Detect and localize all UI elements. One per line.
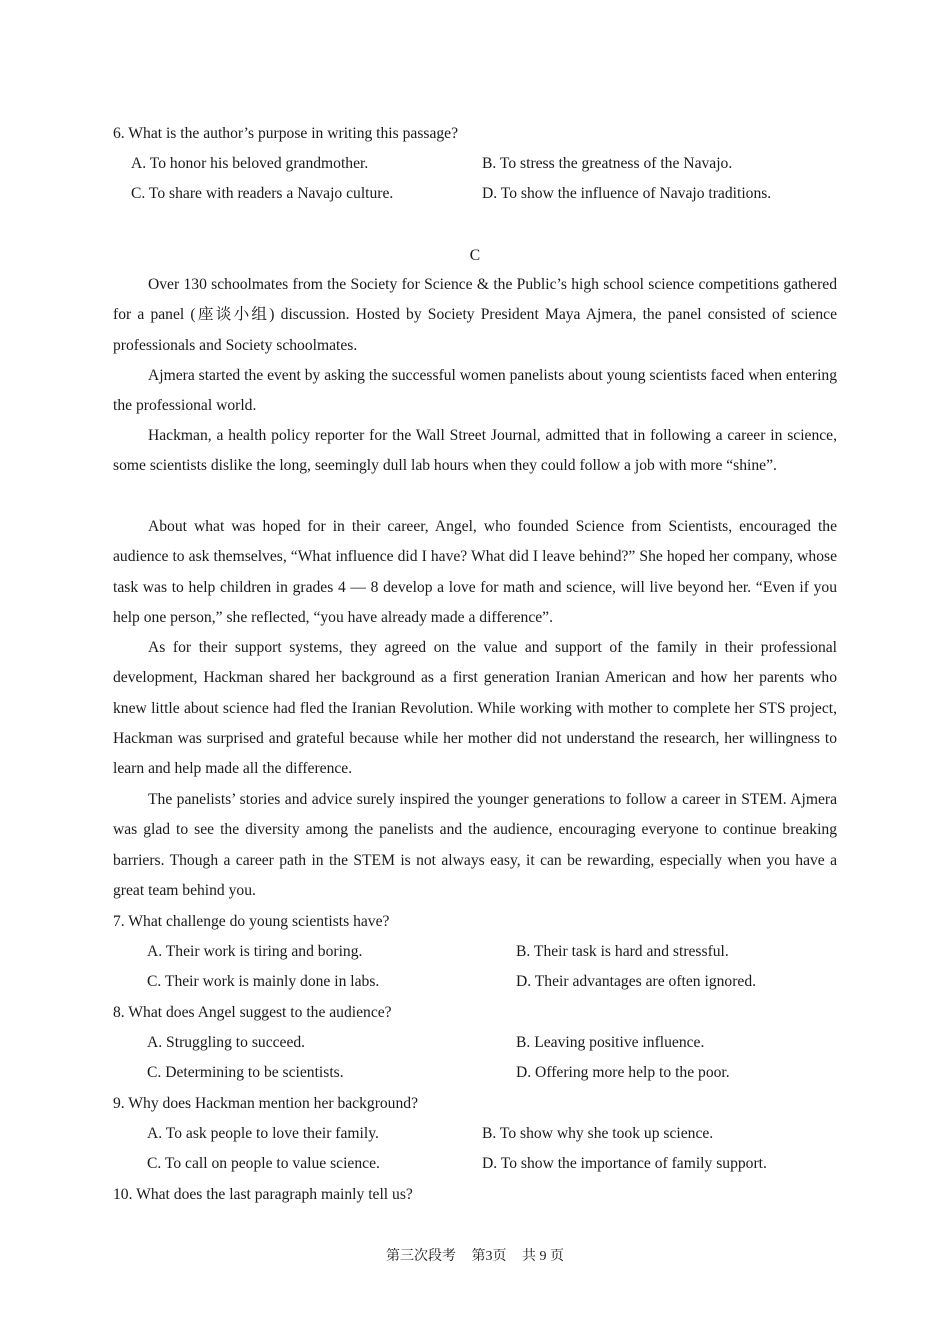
- q8-option-b: B. Leaving positive influence.: [516, 1034, 705, 1051]
- q6-option-a: A. To honor his beloved grandmother.: [131, 155, 369, 172]
- passage-paragraph-5: As for their support systems, they agreed on the value and support of the family in their professional development, Hackman shared her background as a first generation Iranian American and how her parents who knew little about science had fled the Iranian Revolution. While working with mother to complete her STS project, Hackman was surprised and grateful because while her mother did not understand the research, her willingness to learn and help made all the difference.: [113, 639, 837, 778]
- q7-option-a: A. Their work is tiring and boring.: [147, 943, 363, 960]
- passage-paragraph-2: Ajmera started the event by asking the successful women panelists about young scientists faced when entering the professional world.: [113, 367, 837, 415]
- q7-option-b: B. Their task is hard and stressful.: [516, 943, 729, 960]
- passage-paragraph-3: Hackman, a health policy reporter for the Wall Street Journal, admitted that in following a career in science, some scientists dislike the long, seemingly dull lab hours when they could follow a job with more “shine”.: [113, 427, 837, 475]
- q6-option-b: B. To stress the greatness of the Navajo.: [482, 155, 733, 172]
- q6-option-d: D. To show the influence of Navajo traditions.: [482, 185, 772, 202]
- q6-option-c: C. To share with readers a Navajo culture.: [131, 185, 394, 202]
- question-6: 6. What is the author’s purpose in writing this passage?: [113, 125, 459, 142]
- section-heading: C: [469, 247, 481, 264]
- q7-option-c: C. Their work is mainly done in labs.: [147, 973, 380, 990]
- passage-paragraph-1: Over 130 schoolmates from the Society for Science & the Public’s high school science competitions gathered for a panel (座谈小组) discussion. Hosted by Society President Maya Ajmera, the panel consisted of science professionals and Society schoolmates.: [113, 276, 837, 354]
- question-10: 10. What does the last paragraph mainly tell us?: [113, 1186, 413, 1203]
- footer-exam-name: 第三次段考: [386, 1249, 456, 1264]
- q9-option-b: B. To show why she took up science.: [482, 1125, 714, 1142]
- passage-paragraph-4: About what was hoped for in their career, Angel, who founded Science from Scientists, encouraged the audience to ask themselves, “What influence did I have? What did I leave behind?” She hoped her company, whose task was to help children in grades 4 — 8 develop a love for math and science, will live beyond her. “Even if you help one person,” she reflected, “you have already made a difference”.: [113, 518, 837, 626]
- question-8: 8. What does Angel suggest to the audience?: [113, 1004, 392, 1021]
- q8-option-d: D. Offering more help to the poor.: [516, 1064, 730, 1081]
- q8-option-c: C. Determining to be scientists.: [147, 1064, 344, 1081]
- q9-option-c: C. To call on people to value science.: [147, 1155, 380, 1172]
- passage-paragraph-6: The panelists’ stories and advice surely inspired the younger generations to follow a career in STEM. Ajmera was glad to see the diversity among the panelists and the audience, encouraging everyone to continue breaking barriers. Though a career path in the STEM is not always easy, it can be rewarding, especially when you have a great team behind you.: [113, 791, 837, 899]
- q8-option-a: A. Struggling to succeed.: [147, 1034, 306, 1051]
- question-9: 9. Why does Hackman mention her background?: [113, 1095, 418, 1112]
- footer-page-number: 第3页: [471, 1249, 507, 1264]
- q9-option-d: D. To show the importance of family support.: [482, 1155, 767, 1172]
- page-footer: [0, 1247, 950, 1267]
- footer-total-pages: 共 9 页: [522, 1249, 564, 1264]
- q7-option-d: D. Their advantages are often ignored.: [516, 973, 757, 990]
- q9-option-a: A. To ask people to love their family.: [147, 1125, 379, 1142]
- question-7: 7. What challenge do young scientists have?: [113, 913, 390, 930]
